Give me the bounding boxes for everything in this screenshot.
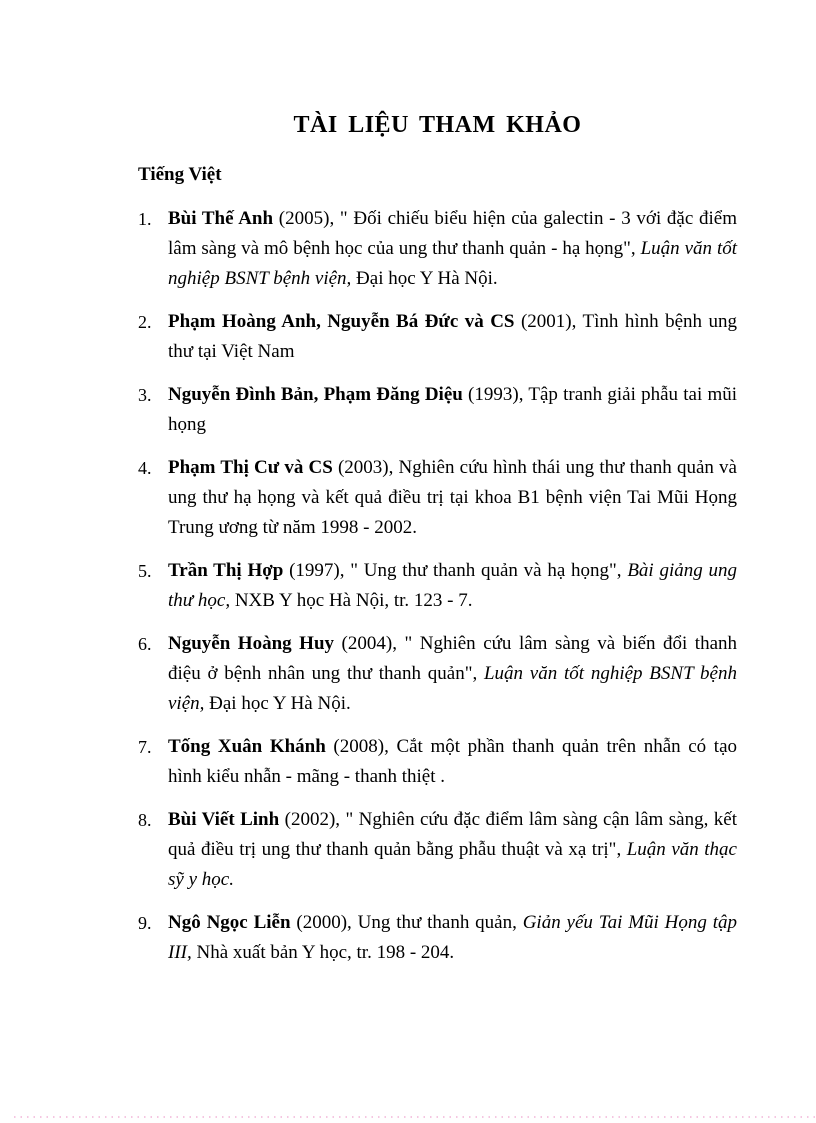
reference-item	[138, 380, 737, 440]
reference-number: 7.	[138, 737, 152, 757]
reference-number: 3.	[138, 385, 152, 405]
reference-text-segment: (2008), Cắt một phần thanh quản trên nhẫn có tạo hình kiểu nhẫn - mãng - thanh thiệt .	[168, 736, 738, 787]
reference-text-segment: Bài giảng ung thư học,	[168, 560, 737, 611]
reference-number: 4.	[138, 458, 152, 478]
reference-number: 8.	[138, 810, 152, 830]
reference-number: 9.	[138, 913, 152, 933]
reference-text-segment: Giản yếu Tai Mũi Họng tập III,	[168, 912, 738, 963]
reference-text-segment: NXB Y học Hà Nội, tr. 123 - 7.	[230, 590, 473, 611]
page-title: TÀI LIỆU THAM KHẢO	[293, 112, 582, 138]
reference-list	[138, 204, 737, 968]
reference-text	[168, 560, 737, 611]
reference-text	[168, 736, 737, 787]
reference-text-segment: Nhà xuất bản Y học, tr. 198 - 204.	[191, 942, 455, 963]
reference-number: 2.	[138, 312, 152, 332]
reference-item	[138, 204, 737, 294]
reference-text-segment: (2002), " Nghiên cứu đặc điểm lâm sàng cận lâm sàng, kết quả điều trị ung thư thanh quản bằng phẫu thuật và xạ trị",	[168, 809, 737, 860]
reference-text-segment: Trần Thị Hợp	[168, 560, 284, 581]
reference-text-segment: Luận văn tốt nghiệp BSNT bệnh viện,	[168, 238, 738, 289]
reference-text-segment: Phạm Hoàng Anh, Nguyễn Bá Đức và CS	[168, 311, 515, 332]
reference-text	[168, 208, 737, 289]
reference-item	[138, 453, 737, 543]
reference-text-segment: Luận văn thạc sỹ y học.	[168, 839, 737, 890]
reference-text-segment: Đại học Y Hà Nội.	[351, 268, 498, 289]
reference-text	[168, 809, 737, 890]
reference-text-segment: Nguyễn Đình Bản, Phạm Đăng Diệu	[168, 384, 463, 405]
reference-item	[138, 556, 737, 616]
reference-text-segment: (2001), Tình hình bệnh ung thư tại Việt Nam	[168, 311, 737, 362]
reference-text-segment: (1997), " Ung thư thanh quản và hạ họng",	[283, 560, 628, 581]
reference-number: 1.	[138, 209, 152, 229]
reference-text-segment: Tống Xuân Khánh	[168, 736, 326, 757]
reference-number: 6.	[138, 634, 152, 654]
reference-number: 5.	[138, 561, 152, 581]
reference-item	[138, 805, 737, 895]
reference-text-segment: (1993), Tập tranh giải phẫu tai mũi họng	[168, 384, 737, 435]
reference-text-segment: Bùi Viết Linh	[168, 809, 280, 830]
reference-text	[168, 384, 737, 435]
reference-text-segment: Ngô Ngọc Liễn	[168, 912, 291, 933]
reference-text-segment: Phạm Thị Cư và CS	[168, 457, 333, 478]
reference-item	[138, 908, 737, 968]
reference-text-segment: Nguyễn Hoàng Huy	[168, 633, 335, 654]
reference-text	[168, 311, 737, 362]
reference-text-segment: Bùi Thế Anh	[168, 208, 274, 229]
reference-text	[168, 912, 737, 963]
reference-item	[138, 307, 737, 367]
reference-text	[168, 633, 737, 714]
reference-item	[138, 629, 737, 719]
reference-text-segment: Đại học Y Hà Nội.	[204, 693, 351, 714]
section-heading-tieng-viet: Tiếng Việt	[138, 164, 222, 185]
reference-text-segment: (2000), Ung thư thanh quản,	[290, 912, 523, 933]
reference-item	[138, 732, 737, 792]
reference-text-segment: (2003), Nghiên cứu hình thái ung thư thanh quản và ung thư hạ họng và kết quả điều trị tại khoa B1 bệnh viện Tai Mũi Họng Trung ương từ năm 1998 - 2002.	[168, 457, 737, 538]
footer-dotted-line	[14, 1116, 816, 1118]
reference-text-segment: (2004), " Nghiên cứu lâm sàng và biến đổi thanh điệu ở bệnh nhân ung thư thanh quản",	[168, 633, 738, 684]
reference-text-segment: Luận văn tốt nghiệp BSNT bệnh viện,	[168, 663, 737, 714]
reference-text-segment: (2005), " Đối chiếu biểu hiện của galectin - 3 với đặc điểm lâm sàng và mô bệnh học của ung thư thanh quản - hạ họng",	[168, 208, 738, 259]
reference-text	[168, 457, 737, 538]
